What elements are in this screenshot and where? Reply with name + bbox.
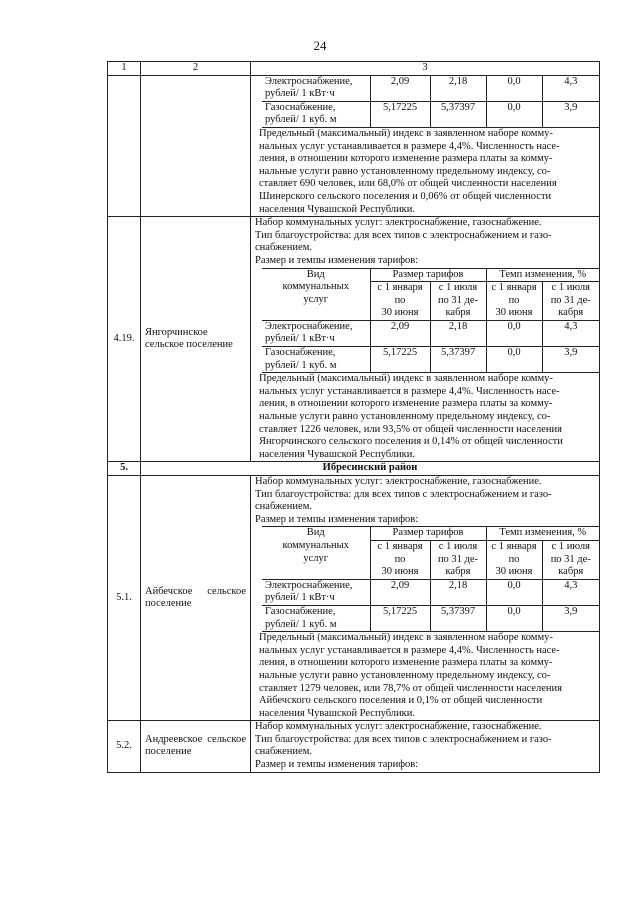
section-row — [108, 462, 600, 476]
section-number: 5. — [108, 462, 141, 476]
section-title: Ибресинский район — [141, 462, 600, 476]
tariff-subtable: Вид коммунальных услуг Размер тарифов Темп изменения, % с 1 января по 30 июня с 1 июля по 31 де- кабря с 1 января по 30 июня с 1 июля по 31 де- кабря Электроснабжение, рублей/ 1 кВт·ч 2,09 2,18 0,0 4,3 Газоснабжение, рублей/ 1 куб. м 5,17225 5,37397 0,0 3,9 — [262, 268, 599, 374]
table-header-row — [108, 62, 600, 76]
municipality-name: Айбечское сельское поселение — [141, 476, 251, 721]
table-row: 5.1. Айбечское сельское поселение Набор коммунальных услуг: электроснабжение, газоснабжение. Тип благоустройства: для всех типов с электроснабжением и газо- снабжением. Размер и темпы изменения тарифов: Вид коммунальных услуг Размер тарифов Темп изменения, % с 1 января по 30 июня с 1 июля по 31 де- кабря с 1 января по 30 июня с 1 июля по 31 де- кабря Электроснабжение, рублей/ 1 кВт·ч 2,09 2,18 0,0 4,3 Газоснабжение, рублей/ 1 куб. м 5,17225 5,37397 0,0 3,9 Предельный (максимальный) индекс в заявленном наборе комму- нальных услуг устанавливается в размере 4,4%. Численность насе- ления, в отношении которого изменение размера платы за комму- нальные услуги равно установленному предельному индексу, со- ставляет 1279 человек, или 78,7% от общей численности населения Айбечского сельского поселения и 0,1% от общей численности населения Чувашской Республики. — [108, 476, 600, 721]
header-col-2: 2 — [141, 62, 251, 76]
index-paragraph: Предельный (максимальный) индекс в заявленном наборе комму- нальных услуг устанавливается в размере 4,4%. Численность насе- ления, в отношении которого изменение размера платы за комму- нальные услуги равно установленному предельному индексу, со- ставляет 1226 человек, или 93,5% от общей численности населения Янгорчинского сельского поселения и 0,14% от общей численности населения Чувашской Республики. — [259, 373, 563, 460]
index-paragraph: Предельный (максимальный) индекс в заявленном наборе комму- нальных услуг устанавливается в размере 4,4%. Численность насе- ления, в отношении которого изменение размера платы за комму- нальные услуги равно установленному предельному индексу, со- ставляет 1279 человек, или 78,7% от общей численности населения Айбечского сельского поселения и 0,1% от общей численности населения Чувашской Республики. — [259, 632, 562, 719]
table-row: 4.19. Янгорчинское сельское поселение Набор коммунальных услуг: электроснабжение, газоснабжение. Тип благоустройства: для всех типов с электроснабжением и газо- снабжением. Размер и темпы изменения тарифов: Вид коммунальных услуг Размер тарифов Темп изменения, % с 1 января по 30 июня с 1 июля по 31 де- кабря с 1 января по 30 июня с 1 июля по 31 де- кабря Электроснабжение, рублей/ 1 кВт·ч 2,09 2,18 0,0 4,3 Газоснабжение, рублей/ 1 куб. м 5,17225 5,37397 0,0 3,9 Предельный (максимальный) индекс в заявленном наборе комму- нальных услуг устанавливается в размере 4,4%. Численность насе- ления, в отношении которого изменение размера платы за комму- нальные услуги равно установленному предельному индексу, со- ставляет 1226 человек, или 93,5% от общей численности населения Янгорчинского сельского поселения и 0,14% от общей численности населения Чувашской Республики. — [108, 217, 600, 462]
table-row: 5.2. Андреевское сельское поселение Набор коммунальных услуг: электроснабжение, газоснабжение. Тип благоустройства: для всех типов с электроснабжением и газо- снабжением. Размер и темпы изменения тарифов: — [108, 721, 600, 772]
entry-number: 4.19. — [108, 217, 141, 462]
tariff-subtable: Электроснабжение, рублей/ 1 кВт·ч 2,09 2,18 0,0 4,3 Газоснабжение, рублей/ 1 куб. м 5,17225 5,37397 0,0 3,9 — [262, 76, 599, 128]
table-row — [108, 75, 600, 217]
entry-number: 5.1. — [108, 476, 141, 721]
page-number: 24 — [313, 38, 327, 53]
municipality-name: Янгорчинское сельское поселение — [141, 217, 251, 462]
header-col-3: 3 — [251, 62, 600, 76]
header-col-1: 1 — [108, 62, 141, 76]
tariff-subtable: Вид коммунальных услуг Размер тарифов Темп изменения, % с 1 января по 30 июня с 1 июля по 31 де- кабря с 1 января по 30 июня с 1 июля по 31 де- кабря Электроснабжение, рублей/ 1 кВт·ч 2,09 2,18 0,0 4,3 Газоснабжение, рублей/ 1 куб. м 5,17225 5,37397 0,0 3,9 — [262, 526, 599, 632]
tariff-table — [107, 61, 600, 773]
entry-number: 5.2. — [108, 721, 141, 772]
municipality-name: Андреевское сельское поселение — [141, 721, 251, 772]
index-paragraph: Предельный (максимальный) индекс в заявленном наборе комму- нальных услуг устанавливается в размере 4,4%. Численность насе- ления, в отношении которого изменение размера платы за комму- нальные услуги равно установленному предельному индексу, со- ставляет 690 человек, или 68,0% от общей численности населения Шинерского сельского поселения и 0,06% от общей численности населения Чувашской Республики. — [259, 127, 560, 215]
